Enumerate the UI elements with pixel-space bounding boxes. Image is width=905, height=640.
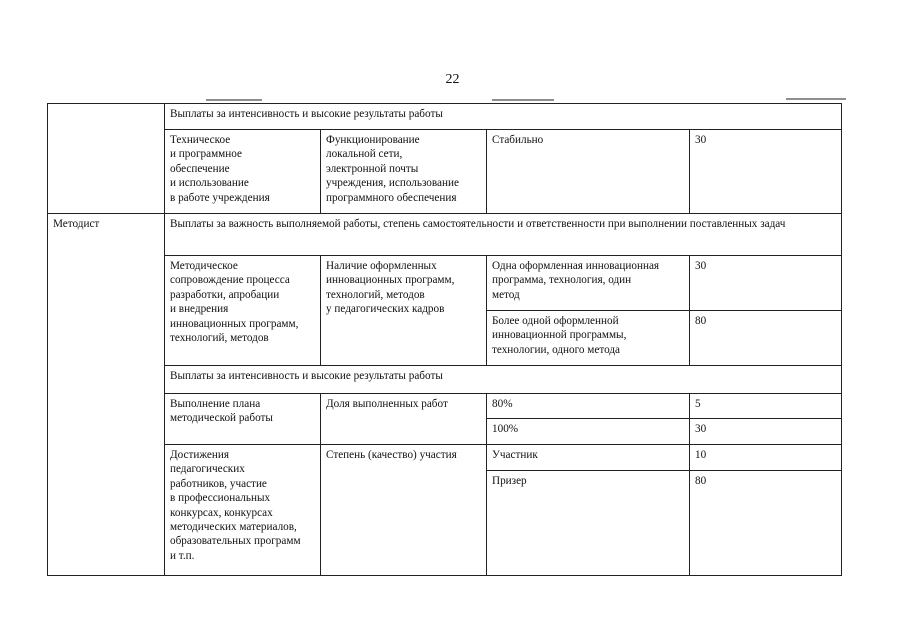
indicator-cell: Стабильно (487, 130, 690, 214)
value-cell: 30 (690, 419, 842, 445)
condition-cell: Наличие оформленных инновационных программ, технологий, методов у педагогических кадров (321, 256, 487, 366)
value-cell: 30 (690, 130, 842, 214)
table-row (48, 214, 842, 256)
table-row (48, 394, 842, 419)
value-cell: 30 (690, 256, 842, 311)
table-row (48, 104, 842, 130)
page-number: 22 (445, 72, 460, 87)
criterion-cell: Выполнение плана методической работы (165, 394, 321, 445)
payments-criteria-table (47, 103, 842, 576)
value-cell: 80 (690, 471, 842, 576)
scan-artifact-line (786, 98, 846, 100)
section-title: Выплаты за интенсивность и высокие результаты работы (165, 104, 842, 130)
section-title: Выплаты за важность выполняемой работы, степень самостоятельности и ответственности при выполнении поставленных задач (165, 214, 842, 256)
condition-cell: Степень (качество) участия (321, 445, 487, 576)
criterion-cell: Методическое сопровождение процесса разработки, апробации и внедрения инновационных программ, технологий, методов (165, 256, 321, 366)
indicator-cell: Одна оформленная инновационная программа, технология, один метод (487, 256, 690, 311)
indicator-cell: Призер (487, 471, 690, 576)
condition-cell: Доля выполненных работ (321, 394, 487, 445)
value-cell: 5 (690, 394, 842, 419)
scan-artifact-line (206, 99, 262, 101)
indicator-cell: 80% (487, 394, 690, 419)
position-cell: Методист (48, 214, 165, 576)
table-row (48, 445, 842, 471)
table-row (48, 130, 842, 214)
position-cell-empty (48, 104, 165, 214)
condition-cell: Функционирование локальной сети, электронной почты учреждения, использование программного обеспечения (321, 130, 487, 214)
scan-artifact-line (492, 99, 554, 101)
table-row (48, 366, 842, 394)
value-cell: 80 (690, 311, 842, 366)
indicator-cell: Участник (487, 445, 690, 471)
value-cell: 10 (690, 445, 842, 471)
criterion-cell: Техническое и программное обеспечение и использование в работе учреждения (165, 130, 321, 214)
table-row (48, 256, 842, 311)
section-title: Выплаты за интенсивность и высокие результаты работы (165, 366, 842, 394)
criterion-cell: Достижения педагогических работников, участие в профессиональных конкурсах, конкурсах методических материалов, образовательных программ и т.п. (165, 445, 321, 576)
indicator-cell: Более одной оформленной инновационной программы, технологии, одного метода (487, 311, 690, 366)
indicator-cell: 100% (487, 419, 690, 445)
